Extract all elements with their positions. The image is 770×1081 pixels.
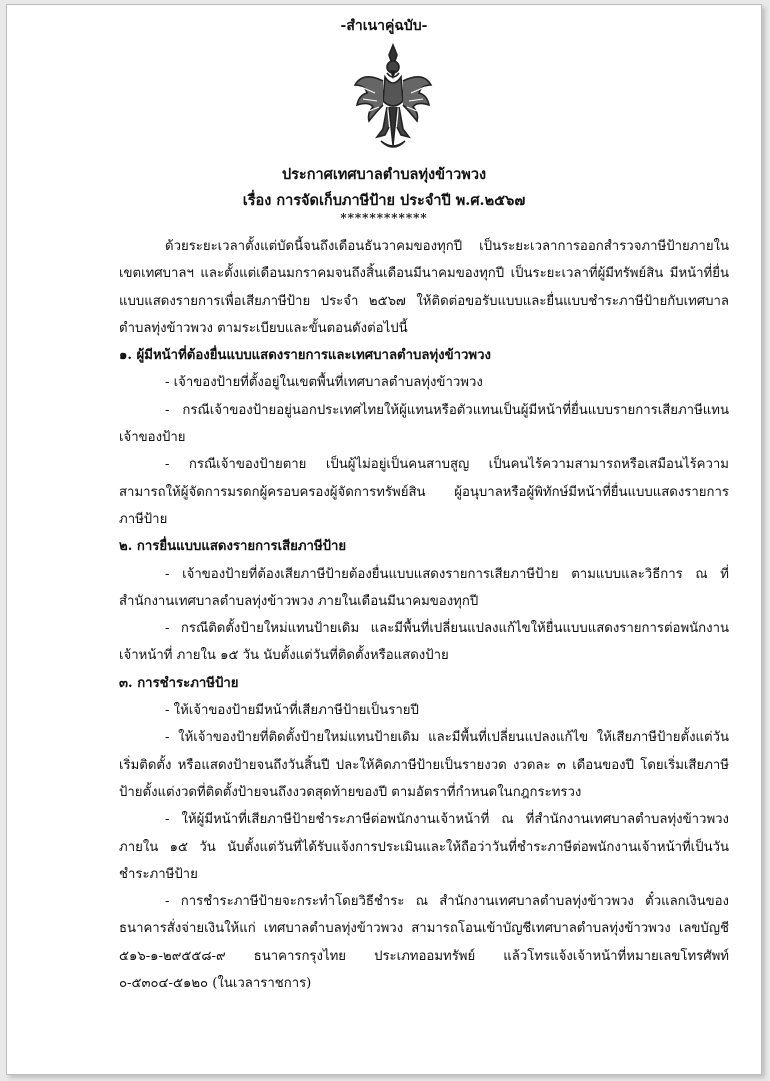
section3-item: - การชำระภาษีป้ายจะกระทำโดยวิธีชำระ ณ สำนักงานเทศบาลตำบลทุ่งข้าวพวง ตั๋วแลกเงินของธนาคารสั่งจ่ายเงินให้แก่ เทศบาลตำบลทุ่งข้าวพวง สามารถโอนเข้าบัญชีเทศบาลตำบลทุ่งข้าวพวง เลขบัญชี ๕๑๖-๑-๒๙๕๕๘-๙ ธนาคารกรุงไทย ประเภทออมทรัพย์ แล้วโทรแจ้งเจ้าหน้าที่หมายเลขโทรศัพท์ ๐-๕๓๐๔-๕๑๒๐ (ในเวลาราชการ) (119, 894, 729, 992)
section1-item: - กรณีเจ้าของป้ายอยู่นอกประเทศไทยให้ผู้แทนหรือตัวแทนเป็นผู้มีหน้าที่ยื่นแบบรายการเสียภาษีแทนเจ้าของป้าย (119, 402, 729, 446)
section2-item: - เจ้าของป้ายที่ต้องเสียภาษีป้ายต้องยื่นแบบแสดงรายการเสียภาษีป้าย ตามแบบและวิธีการ ณ ที่สำนักงานเทศบาลตำบลทุ่งข้าวพวง ภายในเดือนมีนาคมของทุกปี (119, 566, 729, 609)
document-title-line2: เรื่อง การจัดเก็บภาษีป้าย ประจำปี พ.ศ.๒๕๖๗ (242, 192, 526, 209)
copy-mark: -สำเนาคู่ฉบับ- (340, 18, 428, 34)
section3-heading: ๓. การชำระภาษีป้าย (119, 675, 239, 691)
section2-heading: ๒. การยื่นแบบแสดงรายการเสียภาษีป้าย (119, 539, 347, 555)
section1-heading: ๑. ผู้มีหน้าที่ต้องยื่นแบบแสดงรายการและเทศบาลตำบลทุ่งข้าวพวง (119, 348, 491, 364)
document-page (6, 4, 762, 1075)
section3-item: - ให้ผู้มีหน้าที่เสียภาษีป้ายชำระภาษีต่อพนักงานเจ้าหน้าที่ ณ ที่สำนักงานเทศบาลตำบลทุ่งข้าวพวง ภายใน ๑๕ วัน นับตั้งแต่วันที่ได้รับแจ้งการประเมินและให้ถือว่าวันที่ชำระภาษีต่อพนักงานเจ้าหน้าที่เป็นวันชำระภาษีป้าย (119, 812, 729, 882)
intro-paragraph: ด้วยระยะเวลาตั้งแต่บัดนี้จนถึงเดือนธันวาคมของทุกปี เป็นระยะเวลาการออกสำรวจภาษีป้ายภายในเขตเทศบาลฯ และตั้งแต่เดือนมกราคมจนถึงสิ้นเดือนมีนาคมของทุกปี เป็นระยะเวลาที่ผู้มีทรัพย์สิน มีหน้าที่ยื่นแบบแสดงรายการเพื่อเสียภาษีป้าย ประจำ ๒๕๖๗ ให้ติดต่อขอรับแบบและยื่นแบบชำระภาษีป้ายกับเทศบาลตำบลทุ่งข้าวพวง ตามระเบียบและขั้นตอนดังต่อไปนี้ (119, 239, 729, 336)
garuda-emblem-icon (351, 41, 435, 153)
section1-item: - เจ้าของป้ายที่ตั้งอยู่ในเขตพื้นที่เทศบาลตำบลทุ่งข้าวพวง (165, 375, 483, 391)
section3-item: - ให้เจ้าของป้ายที่ติดตั้งป้ายใหม่แทนป้ายเดิม และมีพื้นที่เปลี่ยนแปลงแก้ไข ให้เสียภาษีป้ายตั้งแต่วันเริ่มติดตั้ง หรือแสดงป้ายจนถึงวันสิ้นปี ปละให้คิดภาษีป้ายเป็นรายงวด งวดละ ๓ เดือนของปี โดยเริ่มเสียภาษีป้ายตั้งแต่งวดที่ติดตั้งป้ายจนถึงงวดสุดท้ายของปี ตามอัตราที่กำหนดในกฎกระทรวง (119, 730, 729, 800)
document-body (119, 233, 729, 997)
document-title-line1: ประกาศเทศบาลตำบลทุ่งข้าวพวง (281, 166, 487, 183)
section1-item: - กรณีเจ้าของป้ายตาย เป็นผู้ไม่อยู่เป็นคนสาบสูญ เป็นคนไร้ความสามารถหรือเสมือนไร้ความสามารถให้ผู้จัดการมรดกผู้ครอบครองผู้จัดการทรัพย์สิน ผู้อนุบาลหรือผู้พิทักษ์มีหน้าที่ยื่นแบบแสดงรายการภาษีป้าย (119, 457, 729, 527)
title-separator: ************ (340, 211, 428, 225)
section3-item: - ให้เจ้าของป้ายมีหน้าที่เสียภาษีป้ายเป็นรายปี (165, 703, 419, 719)
section2-item: - กรณีติดตั้งป้ายใหม่แทนป้ายเดิม และมีพื้นที่เปลี่ยนแปลงแก้ไขให้ยื่นแบบแสดงรายการต่อพนักงานเจ้าหน้าที่ ภายใน ๑๕ วัน นับตั้งแต่วันที่ติดตั้งหรือแสดงป้าย (119, 621, 729, 664)
